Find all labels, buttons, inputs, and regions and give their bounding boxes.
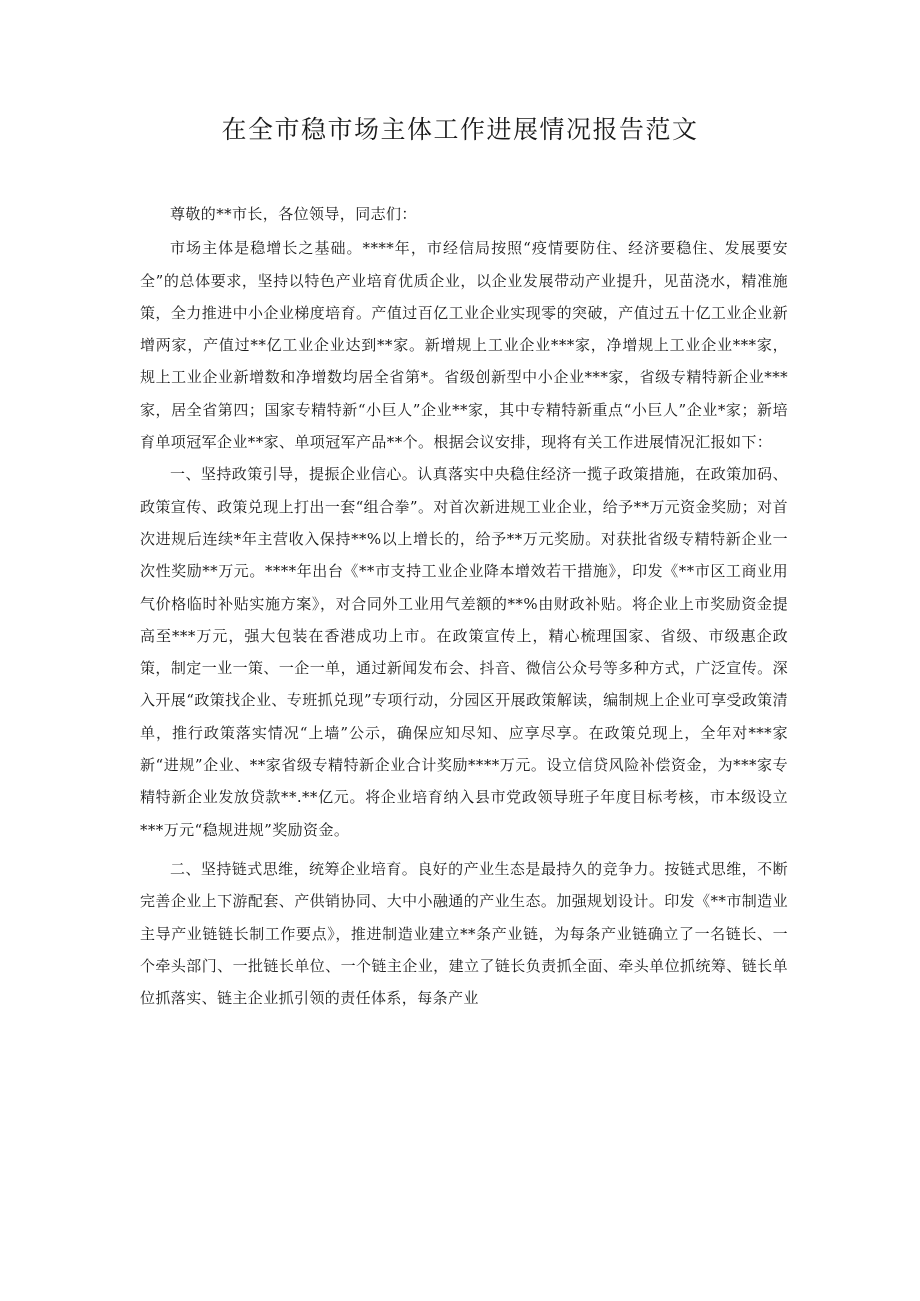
section-two-paragraph: 二、坚持链式思维，统筹企业培育。良好的产业生态是最持久的竞争力。按链式思维，不断完善企业上下游配套、产供销协同、大中小融通的产业生态。加强规划设计。印发《**市制造业主导产业链链长制工作要点》，推进制造业建立**条产业链，为每条产业链确立了一名链长、一个牵头部门、一批链长单位、一个链主企业，建立了链长负责抓全面、牵头单位抓统筹、链长单位抓落实、链主企业抓引领的责任体系，每条产业: [140, 859, 788, 1008]
section-one-paragraph: 一、坚持政策引导，提振企业信心。认真落实中央稳住经济一揽子政策措施，在政策加码、政策宣传、政策兑现上打出一套“组合拳”。对首次新进规工业企业，给予**万元资金奖励；对首次进规后连续*年主营收入保持**%以上增长的，给予**万元奖励。对获批省级专精特新企业一次性奖励**万元。****年出台《**市支持工业企业降本增效若干措施》，印发《**市区工商业用气价格临时补贴实施方案》，对合同外工业用气差额的**%由财政补贴。将企业上市奖励资金提高至***万元，强大包装在香港成功上市。在政策宣传上，精心梳理国家、省级、市级惠企政策，制定一业一策、一企一单，通过新闻发布会、抖音、微信公众号等多种方式，广泛宣传。深入开展“政策找企业、专班抓兑现”专项行动，分园区开展政策解读，编制规上企业可享受政策清单，推行政策落实情况“上墙”公示，确保应知尽知、应享尽享。在政策兑现上，全年对***家新“进规”企业、**家省级专精特新企业合计奖励****万元。设立信贷风险补偿资金，为***家专精特新企业发放贷款**.**亿元。将企业培育纳入县市党政领导班子年度目标考核，市本级设立***万元“稳规进规”奖励资金。: [140, 465, 788, 839]
intro-paragraph: 市场主体是稳增长之基础。****年，市经信局按照“疫情要防住、经济要稳住、发展要安全”的总体要求，坚持以特色产业培育优质企业，以企业发展带动产业提升，见苗浇水，精准施策，全力推进中小企业梯度培育。产值过百亿工业企业实现零的突破，产值过五十亿工业企业新增两家，产值过**亿工业企业达到**家。新增规上工业企业***家，净增规上工业企业***家，规上工业企业新增数和净增数均居全省第*。省级创新型中小企业***家，省级专精特新企业***家，居全省第四；国家专精特新“小巨人”企业**家，其中专精特新重点“小巨人”企业*家；新培育单项冠军企业**家、单项冠军产品**个。根据会议安排，现将有关工作进展情况汇报如下：: [140, 239, 788, 452]
document-title: 在全市稳市场主体工作进展情况报告范文: [221, 115, 699, 144]
document-body: [140, 198, 788, 1014]
salutation-paragraph: 尊敬的**市长，各位领导，同志们：: [170, 205, 417, 223]
